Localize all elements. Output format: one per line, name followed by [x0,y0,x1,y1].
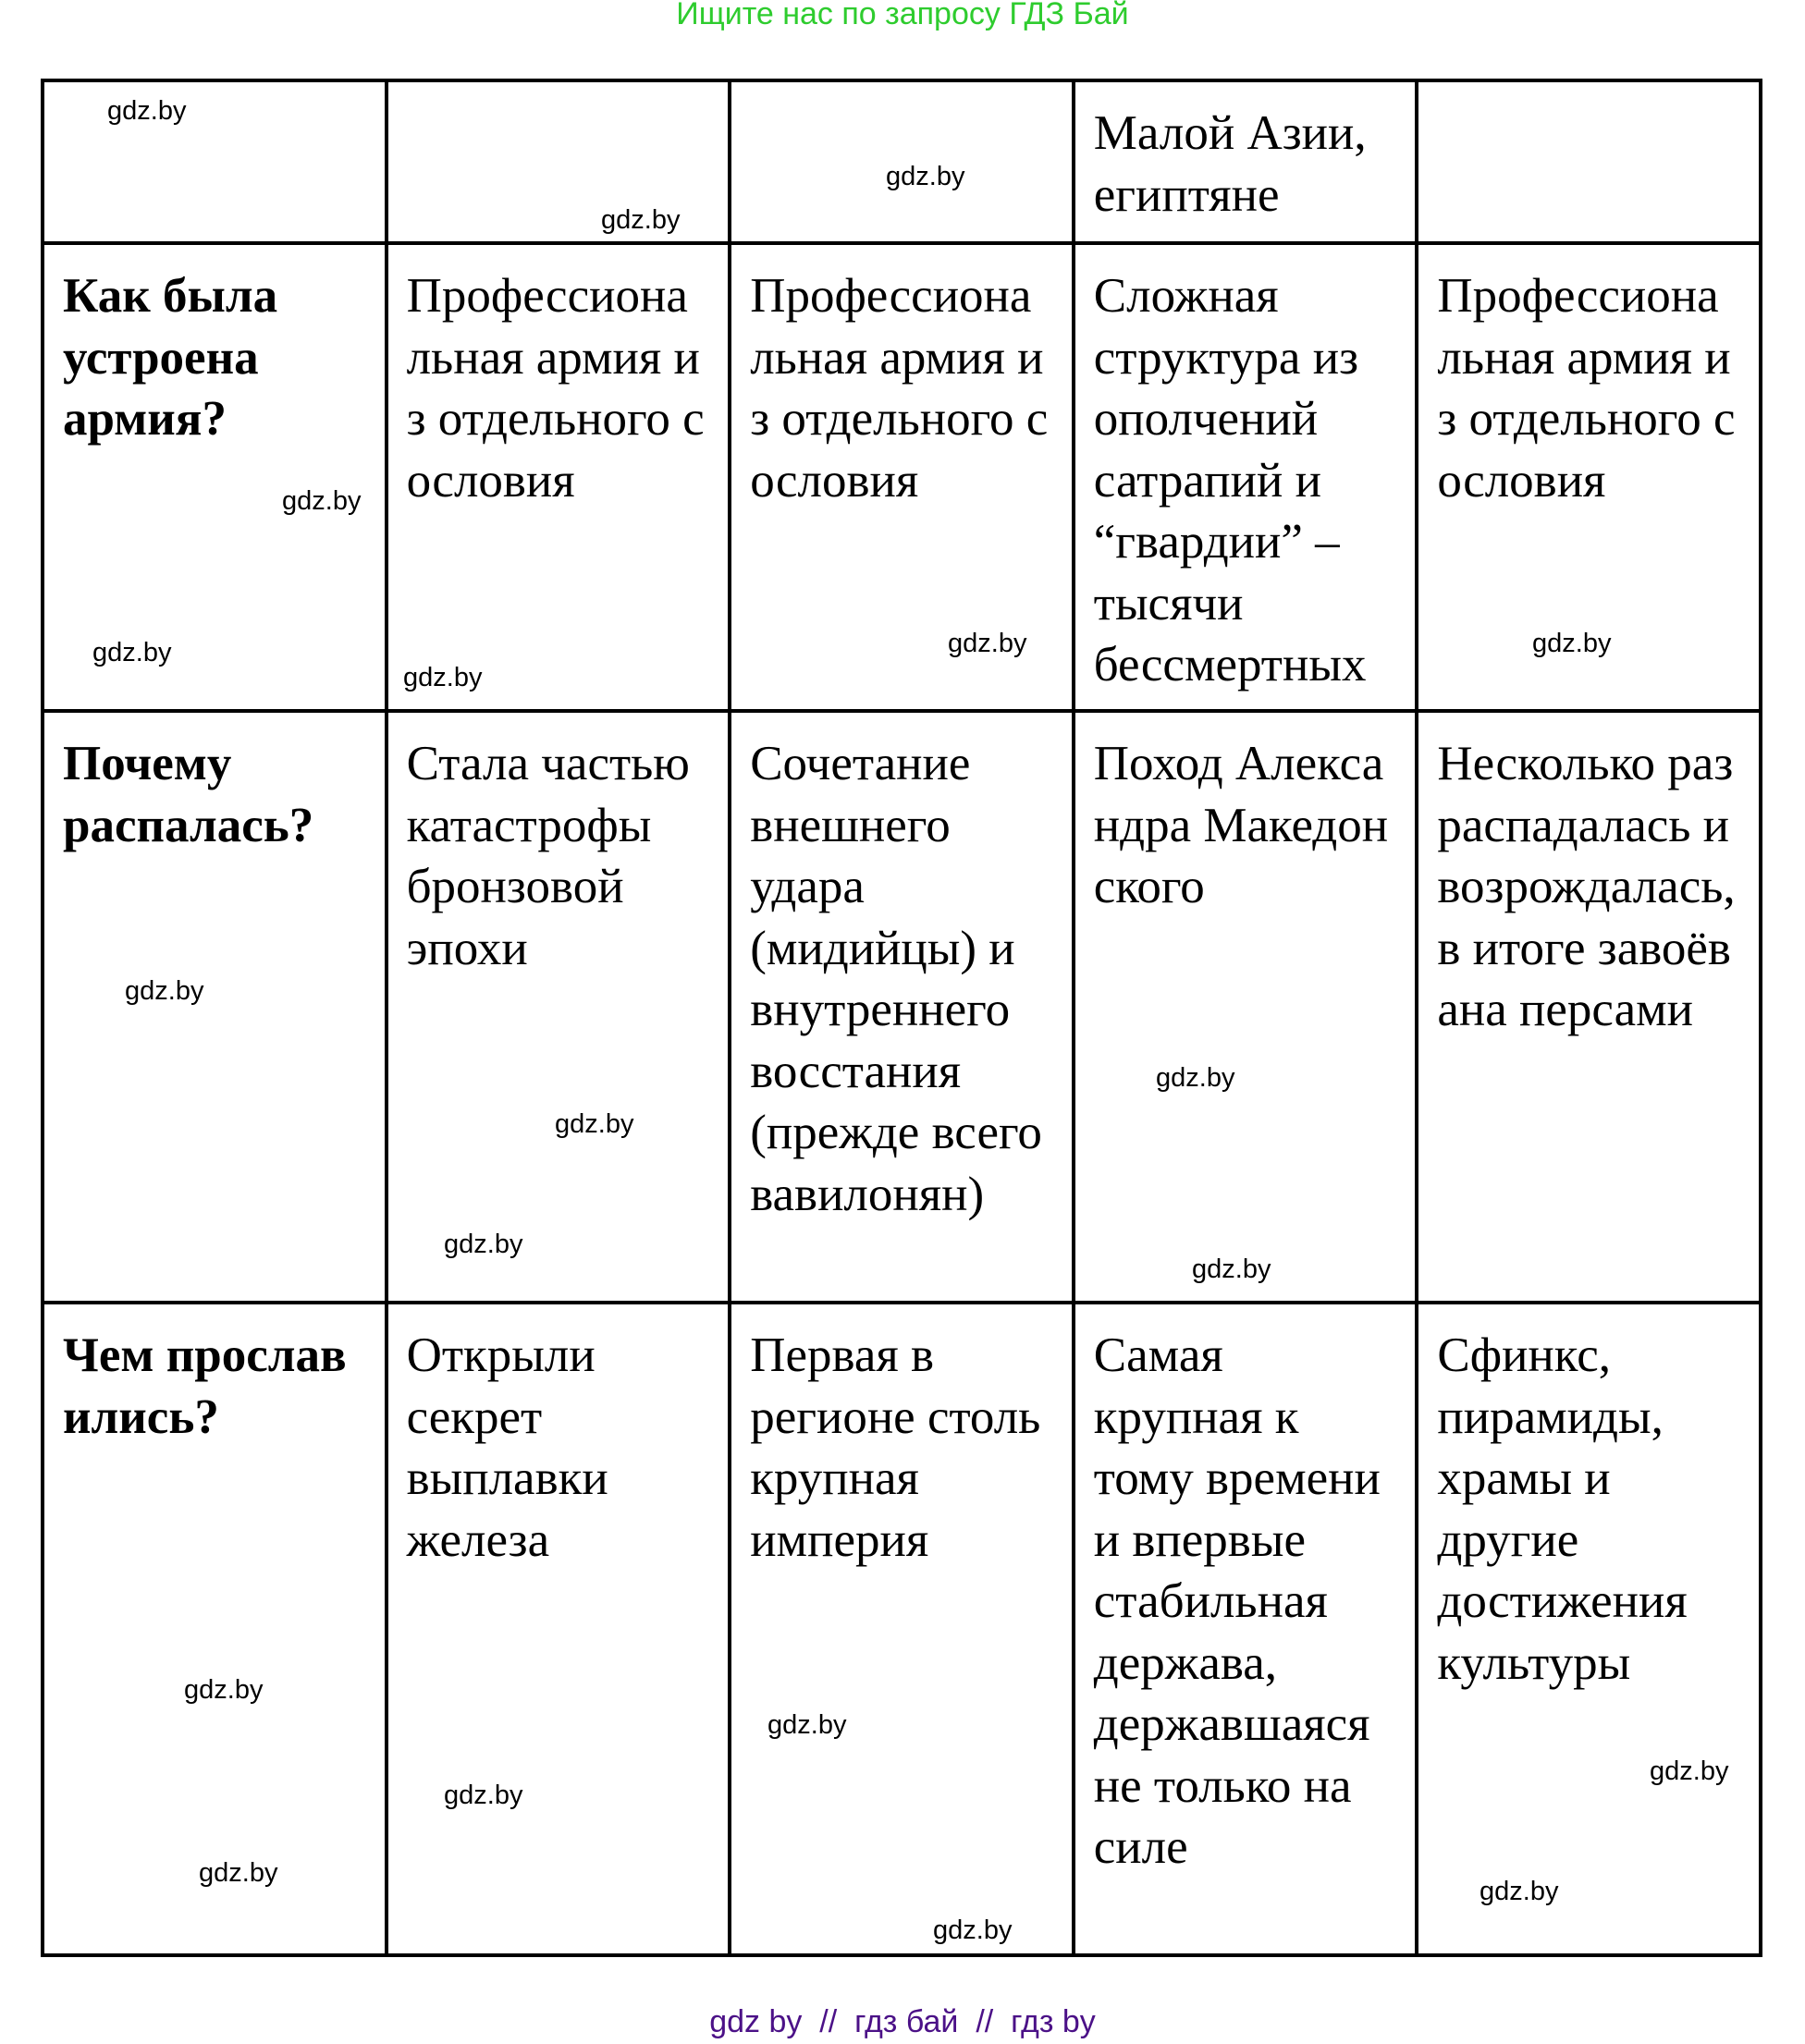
table-row [43,243,1761,711]
table-cell: Профессиональная армия из отдельного сословия [1417,243,1761,711]
table-row [43,1303,1761,1955]
row-label: Как была устроена армия? [43,243,387,711]
table-cell [1417,80,1761,243]
table-cell: Стала частью катастрофы бронзовой эпохи [387,711,731,1303]
row-label: Почему распалась? [43,711,387,1303]
watermark: gdz.by [886,162,965,191]
watermark: gdz.by [444,1230,523,1259]
header-banner: Ищите нас по запросу ГДЗ Бай [676,0,1129,31]
table-cell: Поход Александра Македонского [1074,711,1418,1303]
watermark: gdz.by [1156,1063,1235,1093]
table-cell: Первая в регионе столь крупная империя [730,1303,1074,1955]
watermark: gdz.by [282,486,362,516]
watermark: gdz.by [1192,1255,1271,1284]
watermark: gdz.by [125,976,204,1006]
footer-banner: gdz by // гдз бай // гдз by [709,2004,1096,2039]
watermark: gdz.by [767,1710,847,1740]
watermark: gdz.by [601,205,681,235]
row-label [43,80,387,243]
watermark: gdz.by [444,1781,523,1810]
table-cell: Сложная структура из ополчений сатрапий и “гвардии” – тысячи бессмертных [1074,243,1418,711]
watermark: gdz.by [403,663,483,692]
table-cell: Профессиональная армия из отдельного сословия [730,243,1074,711]
watermark: gdz.by [933,1915,1013,1945]
table-row [43,711,1761,1303]
watermark: gdz.by [1650,1756,1729,1786]
watermark: gdz.by [92,638,172,667]
row-label: Чем прославились? [43,1303,387,1955]
table-cell: Малой Азии, египтяне [1074,80,1418,243]
watermark: gdz.by [199,1858,278,1888]
watermark: gdz.by [107,96,187,126]
table-cell: Профессиональная армия из отдельного сословия [387,243,731,711]
watermark: gdz.by [555,1109,634,1139]
watermark: gdz.by [948,629,1027,658]
watermark: gdz.by [184,1675,264,1705]
watermark: gdz.by [1480,1877,1559,1906]
comparison-table [41,79,1762,1957]
watermark: gdz.by [1532,629,1612,658]
table-cell: Самая крупная к тому времени и впервые стабильная держава, державшаяся не только на силе [1074,1303,1418,1955]
table-cell: Несколько раз распадалась и возрождалась, в итоге завоёвана персами [1417,711,1761,1303]
table-cell: Сочетание внешнего удара (мидийцы) и внутреннего восстания (прежде всего вавилонян) [730,711,1074,1303]
table-cell: Открыли секрет выплавки железа [387,1303,731,1955]
table-cell: Сфинкс, пирамиды, храмы и другие достижения культуры [1417,1303,1761,1955]
